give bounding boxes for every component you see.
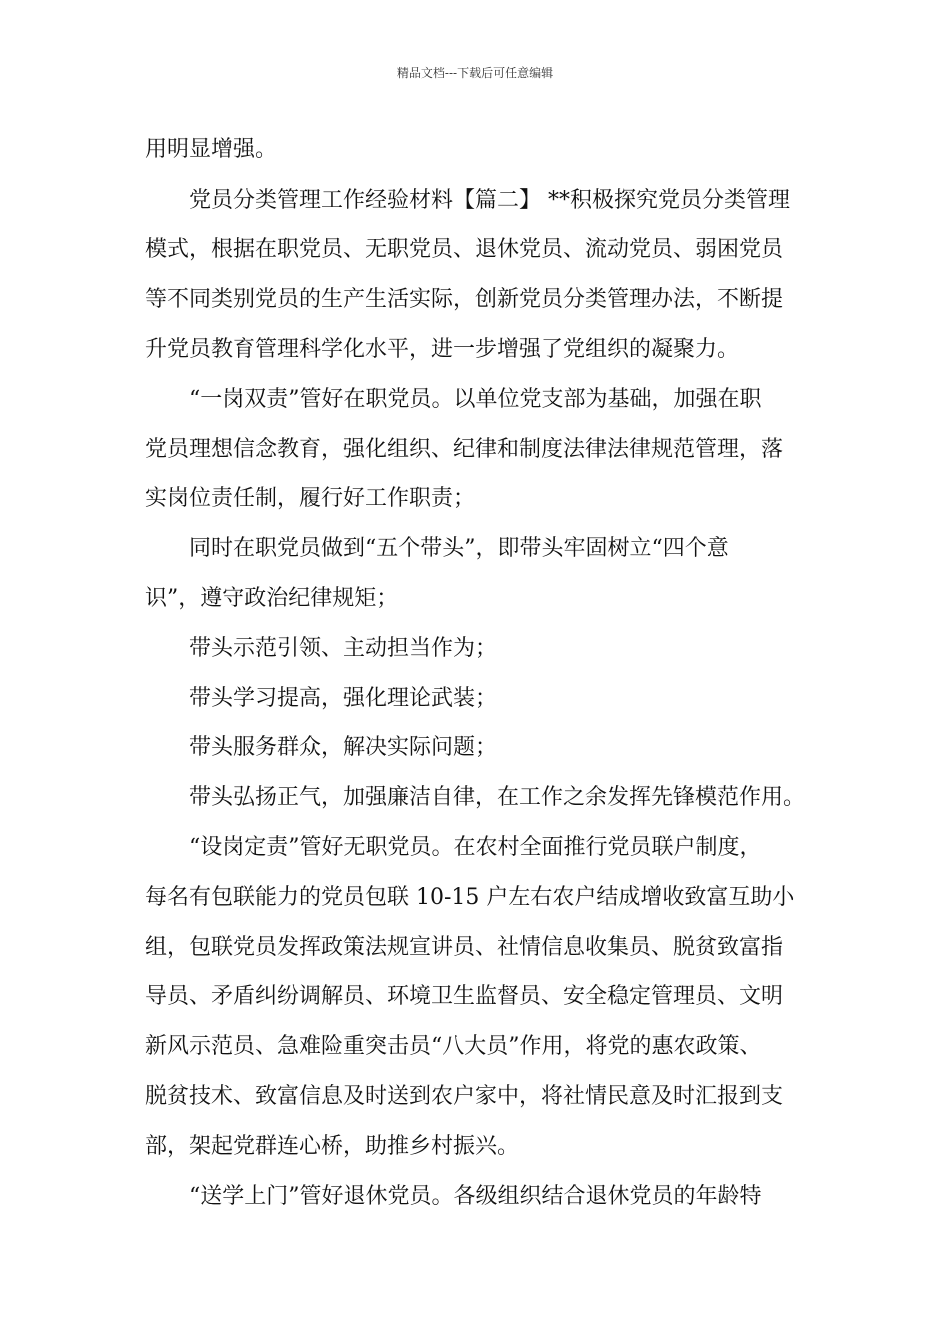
text-line: 新风示范员、急难险重突击员“八大员”作用，将党的惠农政策、 [145,1034,762,1059]
text-line: “一岗双责”管好在职党员。以单位党支部为基础，加强在职 [189,387,762,412]
text-line: 带头弘扬正气，加强廉洁自律，在工作之余发挥先锋模范作用。 [189,785,806,810]
text-line: 脱贫技术、致富信息及时送到农户家中，将社情民意及时汇报到支 [145,1084,784,1109]
text-line: 导员、矛盾纠纷调解员、环境卫生监督员、安全稳定管理员、文明 [145,984,784,1009]
text-line: 带头服务群众，解决实际问题； [189,735,498,760]
text-line: 用明显增强。 [145,137,278,162]
text-line: 带头示范引领、主动担当作为； [189,636,498,661]
text-line: 识”，遵守政治纪律规矩； [145,586,399,611]
text-line: 同时在职党员做到“五个带头”，即带头牢固树立“四个意 [189,536,729,561]
text-line: 升党员教育管理科学化水平，进一步增强了党组织的凝聚力。 [145,337,740,362]
text-line: “设岗定责”管好无职党员。在农村全面推行党员联户制度， [189,835,762,860]
text-line: 模式，根据在职党员、无职党员、退休党员、流动党员、弱困党员 [145,237,784,262]
text-line: 带头学习提高，强化理论武装； [189,686,498,711]
text-line: 党员分类管理工作经验材料【篇二】 **积极探究党员分类管理 [189,188,790,213]
text-line: 党员理想信念教育，强化组织、纪律和制度法律法律规范管理，落 [145,437,784,462]
text-line: “送学上门”管好退休党员。各级组织结合退休党员的年龄特 [189,1184,762,1209]
page-header: 精品文档---下载后可任意编辑 [396,66,554,80]
text-line: 等不同类别党员的生产生活实际，创新党员分类管理办法，不断提 [145,287,784,312]
text-line: 组，包联党员发挥政策法规宣讲员、社情信息收集员、脱贫致富指 [145,935,784,960]
text-line: 实岗位责任制，履行好工作职责； [145,486,476,511]
text-line: 部，架起党群连心桥，助推乡村振兴。 [145,1134,520,1159]
text-line: 每名有包联能力的党员包联 10-15 户左右农户结成增收致富互助小 [145,885,795,910]
